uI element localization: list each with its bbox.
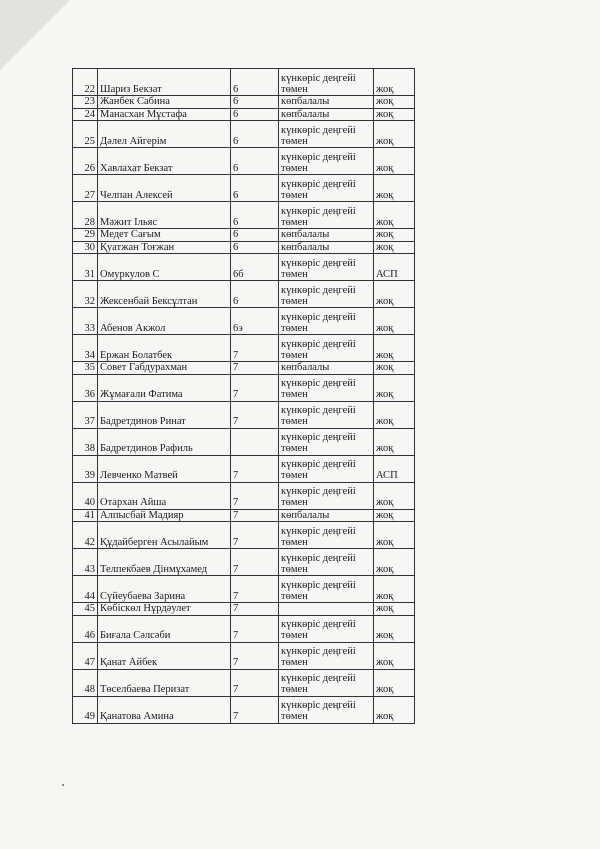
category-cell	[279, 455, 374, 482]
student-name: Жанбек Сабина	[98, 96, 231, 109]
table-row	[73, 482, 415, 509]
table-row	[73, 69, 415, 96]
table-row	[73, 229, 415, 242]
row-number: 34	[73, 335, 98, 362]
status-cell: жоқ	[374, 669, 415, 696]
category-cell	[279, 121, 374, 148]
category-cell	[279, 401, 374, 428]
row-number: 27	[73, 175, 98, 202]
student-roster-table	[72, 68, 415, 724]
status-cell: жоқ	[374, 281, 415, 308]
category-line: төмен	[281, 443, 308, 455]
status-cell: жоқ	[374, 615, 415, 642]
student-name: Бадретдинов Ринат	[98, 401, 231, 428]
category-cell	[279, 96, 374, 109]
category-cell	[279, 254, 374, 281]
category-line: төмен	[281, 135, 308, 147]
table-row	[73, 362, 415, 375]
row-number: 36	[73, 374, 98, 401]
category-line: төмен	[281, 162, 308, 174]
category-cell	[279, 362, 374, 375]
row-number: 41	[73, 509, 98, 522]
category-cell	[279, 108, 374, 121]
table-row	[73, 509, 415, 522]
category-line: көпбалалы	[281, 241, 330, 253]
table-row	[73, 335, 415, 362]
row-number: 23	[73, 96, 98, 109]
student-name: Телпекбаев Дінмұхамед	[98, 549, 231, 576]
category-line: төмен	[281, 83, 308, 95]
category-line: күнкөріс деңгейі	[281, 673, 356, 685]
grade-cell: 7	[231, 549, 279, 576]
category-line: төмен	[281, 563, 308, 575]
student-name: Алпысбай Мадияр	[98, 509, 231, 522]
grade-cell: 6	[231, 175, 279, 202]
row-number: 32	[73, 281, 98, 308]
table-row	[73, 202, 415, 229]
status-cell: жоқ	[374, 335, 415, 362]
student-name: Хавлахат Бекзат	[98, 148, 231, 175]
category-line: күнкөріс деңгейі	[281, 338, 356, 350]
grade-cell: 7	[231, 374, 279, 401]
status-cell: жоқ	[374, 229, 415, 242]
status-cell: жоқ	[374, 175, 415, 202]
category-line: күнкөріс деңгейі	[281, 459, 356, 471]
category-line: төмен	[281, 630, 308, 642]
category-cell	[279, 509, 374, 522]
status-cell: жоқ	[374, 522, 415, 549]
grade-cell: 6	[231, 108, 279, 121]
row-number: 38	[73, 428, 98, 455]
row-number: 25	[73, 121, 98, 148]
student-name: Қанатова Амина	[98, 696, 231, 723]
status-cell: жоқ	[374, 428, 415, 455]
grade-cell: 7	[231, 482, 279, 509]
grade-cell: 7	[231, 603, 279, 616]
status-cell: жоқ	[374, 202, 415, 229]
grade-cell: 6	[231, 69, 279, 96]
grade-cell: 7	[231, 642, 279, 669]
status-cell: жоқ	[374, 696, 415, 723]
category-line: күнкөріс деңгейі	[281, 646, 356, 658]
category-cell	[279, 522, 374, 549]
status-cell: жоқ	[374, 576, 415, 603]
status-cell: жоқ	[374, 549, 415, 576]
category-line: көпбалалы	[281, 509, 330, 521]
student-name: Медет Сағым	[98, 229, 231, 242]
row-number: 46	[73, 615, 98, 642]
category-cell	[279, 642, 374, 669]
table-row	[73, 175, 415, 202]
grade-cell: 7	[231, 522, 279, 549]
grade-cell: 6	[231, 229, 279, 242]
row-number: 49	[73, 696, 98, 723]
student-name: Көбіскөл Нұрдәулет	[98, 603, 231, 616]
student-name: Челпан Алексей	[98, 175, 231, 202]
category-cell	[279, 374, 374, 401]
category-cell	[279, 175, 374, 202]
student-name: Абенов Акжол	[98, 308, 231, 335]
category-line: күнкөріс деңгейі	[281, 700, 356, 712]
table-row	[73, 455, 415, 482]
row-number: 24	[73, 108, 98, 121]
status-cell: жоқ	[374, 374, 415, 401]
category-line: төмен	[281, 349, 308, 361]
category-cell	[279, 241, 374, 254]
grade-cell	[231, 428, 279, 455]
row-number: 37	[73, 401, 98, 428]
grade-cell: 6б	[231, 254, 279, 281]
grade-cell: 7	[231, 362, 279, 375]
category-line: төмен	[281, 416, 308, 428]
category-line: күнкөріс деңгейі	[281, 378, 356, 390]
row-number: 48	[73, 669, 98, 696]
status-cell: жоқ	[374, 241, 415, 254]
grade-cell: 7	[231, 576, 279, 603]
status-cell: жоқ	[374, 96, 415, 109]
table-row	[73, 254, 415, 281]
status-cell: жоқ	[374, 308, 415, 335]
grade-cell: 6	[231, 202, 279, 229]
table-row	[73, 148, 415, 175]
category-cell	[279, 308, 374, 335]
category-line: күнкөріс деңгейі	[281, 552, 356, 564]
category-line: төмен	[281, 590, 308, 602]
row-number: 44	[73, 576, 98, 603]
status-cell: жоқ	[374, 121, 415, 148]
category-line: төмен	[281, 711, 308, 723]
grade-cell: 7	[231, 696, 279, 723]
category-line: көпбалалы	[281, 229, 330, 241]
student-name: Мәжит Ільяс	[98, 202, 231, 229]
category-line: көпбалалы	[281, 96, 330, 108]
table-row	[73, 576, 415, 603]
category-cell	[279, 603, 374, 616]
category-line: төмен	[281, 189, 308, 201]
category-cell	[279, 615, 374, 642]
category-line: күнкөріс деңгейі	[281, 151, 356, 163]
category-line: көпбалалы	[281, 362, 330, 374]
category-line: төмен	[281, 322, 308, 334]
status-cell: АСП	[374, 254, 415, 281]
student-name: Совет Габдурахман	[98, 362, 231, 375]
table-row	[73, 108, 415, 121]
category-line: төмен	[281, 497, 308, 509]
category-line: күнкөріс деңгейі	[281, 432, 356, 444]
row-number: 45	[73, 603, 98, 616]
category-cell	[279, 576, 374, 603]
category-cell	[279, 428, 374, 455]
category-line: күнкөріс деңгейі	[281, 124, 356, 136]
category-cell	[279, 335, 374, 362]
table-row	[73, 669, 415, 696]
category-line: төмен	[281, 684, 308, 696]
category-line: көпбалалы	[281, 108, 330, 120]
status-cell: АСП	[374, 455, 415, 482]
table-row	[73, 308, 415, 335]
grade-cell: 6	[231, 148, 279, 175]
category-cell	[279, 229, 374, 242]
row-number: 31	[73, 254, 98, 281]
category-cell	[279, 69, 374, 96]
category-line: күнкөріс деңгейі	[281, 486, 356, 498]
row-number: 39	[73, 455, 98, 482]
row-number: 40	[73, 482, 98, 509]
row-number: 28	[73, 202, 98, 229]
row-number: 35	[73, 362, 98, 375]
row-number: 22	[73, 69, 98, 96]
grade-cell: 7	[231, 615, 279, 642]
table-row	[73, 121, 415, 148]
category-cell	[279, 696, 374, 723]
student-name: Жексенбай Бексұлтан	[98, 281, 231, 308]
student-name: Құдайберген Асылайым	[98, 522, 231, 549]
category-line: күнкөріс деңгейі	[281, 72, 356, 84]
student-name: Отархан Айша	[98, 482, 231, 509]
student-name: Дәлел Айгерім	[98, 121, 231, 148]
table-row	[73, 428, 415, 455]
folded-page-corner	[0, 0, 70, 70]
category-cell	[279, 669, 374, 696]
status-cell: жоқ	[374, 482, 415, 509]
category-cell	[279, 148, 374, 175]
grade-cell: 7	[231, 401, 279, 428]
grade-cell: 6	[231, 121, 279, 148]
row-number: 33	[73, 308, 98, 335]
category-line: күнкөріс деңгейі	[281, 525, 356, 537]
student-name: Сүйеубаева Зарина	[98, 576, 231, 603]
row-number: 26	[73, 148, 98, 175]
table-row	[73, 96, 415, 109]
category-line: күнкөріс деңгейі	[281, 257, 356, 269]
student-name: Ержан Болатбек	[98, 335, 231, 362]
status-cell: жоқ	[374, 401, 415, 428]
table-row	[73, 642, 415, 669]
grade-cell: 7	[231, 455, 279, 482]
category-line: төмен	[281, 268, 308, 280]
status-cell: жоқ	[374, 509, 415, 522]
status-cell: жоқ	[374, 69, 415, 96]
category-cell	[279, 549, 374, 576]
grade-cell: 7	[231, 335, 279, 362]
student-name: Биғала Сәлсәби	[98, 615, 231, 642]
row-number: 29	[73, 229, 98, 242]
category-line: күнкөріс деңгейі	[281, 311, 356, 323]
table-row	[73, 549, 415, 576]
category-line: төмен	[281, 470, 308, 482]
category-line: күнкөріс деңгейі	[281, 178, 356, 190]
table-row	[73, 603, 415, 616]
category-line: күнкөріс деңгейі	[281, 284, 356, 296]
student-name: Қанат Айбек	[98, 642, 231, 669]
category-cell	[279, 482, 374, 509]
roster-body	[73, 69, 415, 724]
student-name: Бадретдинов Рафиль	[98, 428, 231, 455]
student-name: Омуркулов С	[98, 254, 231, 281]
category-line: күнкөріс деңгейі	[281, 619, 356, 631]
status-cell: жоқ	[374, 108, 415, 121]
table-row	[73, 522, 415, 549]
grade-cell: 6	[231, 241, 279, 254]
category-line: күнкөріс деңгейі	[281, 405, 356, 417]
student-name: Төселбаева Перизат	[98, 669, 231, 696]
category-line: күнкөріс деңгейі	[281, 579, 356, 591]
table-row	[73, 615, 415, 642]
status-cell: жоқ	[374, 362, 415, 375]
student-name: Левченко Матвей	[98, 455, 231, 482]
grade-cell: 6э	[231, 308, 279, 335]
status-cell: жоқ	[374, 603, 415, 616]
grade-cell: 6	[231, 281, 279, 308]
student-name: Қуатжан Тоғжан	[98, 241, 231, 254]
row-number: 43	[73, 549, 98, 576]
student-name: Жұмағали Фатима	[98, 374, 231, 401]
row-number: 30	[73, 241, 98, 254]
student-name: Шариз Бекзат	[98, 69, 231, 96]
grade-cell: 7	[231, 669, 279, 696]
category-cell	[279, 281, 374, 308]
category-line: төмен	[281, 216, 308, 228]
scan-speck	[62, 784, 64, 786]
table-row	[73, 281, 415, 308]
category-line: төмен	[281, 536, 308, 548]
category-cell	[279, 202, 374, 229]
status-cell: жоқ	[374, 148, 415, 175]
category-line: төмен	[281, 389, 308, 401]
table-row	[73, 374, 415, 401]
category-line: төмен	[281, 657, 308, 669]
row-number: 47	[73, 642, 98, 669]
status-cell: жоқ	[374, 642, 415, 669]
category-line: күнкөріс деңгейі	[281, 205, 356, 217]
table-row	[73, 696, 415, 723]
table-row	[73, 241, 415, 254]
grade-cell: 6	[231, 96, 279, 109]
row-number: 42	[73, 522, 98, 549]
table-row	[73, 401, 415, 428]
grade-cell: 7	[231, 509, 279, 522]
student-name: Манасхан Мұстафа	[98, 108, 231, 121]
category-line: төмен	[281, 295, 308, 307]
